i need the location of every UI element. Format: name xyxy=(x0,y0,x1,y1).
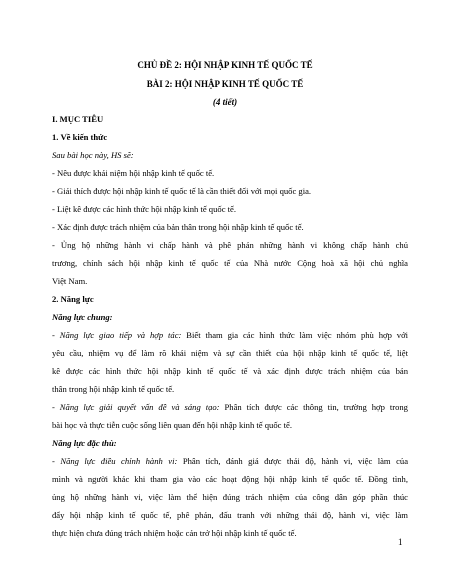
lesson-duration: (4 tiết) xyxy=(212,97,238,107)
specific-item-1-line-1: - Năng lực điều chỉnh hành vi: Phân tích, đánh giá được thái độ, hành vi, việc làm của xyxy=(52,456,409,466)
knowledge-item-4: - Xác định được trách nhiệm của bản thân trong hội nhập kinh tế quốc tế. xyxy=(52,222,304,232)
specific-item-1-line-3: ủng hộ những hành vi, việc làm thể hiện đúng trách nhiệm của công dân góp phần thúc xyxy=(52,492,408,502)
general-item-2-line-1: - Năng lực giải quyết vấn đề và sáng tạo: Phân tích được các thông tin, trường hợp trong xyxy=(52,402,408,412)
knowledge-item-5-line-3: Việt Nam. xyxy=(52,276,88,286)
general-item-2-label: - Năng lực giải quyết vấn đề và sáng tạo: xyxy=(52,402,220,412)
general-item-1-label: - Năng lực giao tiếp và hợp tác: xyxy=(52,330,182,340)
general-item-1-line-4: thân trong hội nhập kinh tế quốc tế. xyxy=(52,384,175,394)
section-objectives-heading: I. MỤC TIÊU xyxy=(52,114,104,124)
general-item-1-line-3: kê được các hình thức hội nhập kinh tế quốc tế và xác định được trách nhiệm của bản xyxy=(52,366,408,376)
topic-title: CHỦ ĐỀ 2: HỘI NHẬP KINH TẾ QUỐC TẾ xyxy=(137,60,313,70)
knowledge-item-3: - Liệt kê được các hình thức hội nhập kinh tế quốc tế. xyxy=(52,204,237,214)
knowledge-item-5-line-1: - Ủng hộ những hành vi chấp hành và phê phán những hành vi không chấp hành chủ xyxy=(52,240,408,250)
knowledge-item-1: - Nêu được khái niệm hội nhập kinh tế quốc tế. xyxy=(52,168,215,178)
page-number: 1 xyxy=(398,537,403,547)
general-item-1-line-1: - Năng lực giao tiếp và hợp tác: Biết tham gia các hình thức làm việc nhóm phù hợp với xyxy=(52,330,408,340)
specific-item-1-line-2: mình và người khác khi tham gia vào các hoạt động hội nhập kinh tế quốc tế. Đồng tình, xyxy=(52,474,408,484)
lesson-title: BÀI 2: HỘI NHẬP KINH TẾ QUỐC TẾ xyxy=(146,79,304,89)
knowledge-heading: 1. Về kiến thức xyxy=(52,132,108,142)
specific-item-1-line-5: thực hiện chưa đúng trách nhiệm hoặc cản trở hội nhập kinh tế quốc tế. xyxy=(52,528,297,538)
knowledge-intro: Sau bài học này, HS sẽ: xyxy=(52,150,134,160)
knowledge-item-2: - Giải thích được hội nhập kinh tế quốc tế là cần thiết đối với mọi quốc gia. xyxy=(52,186,312,196)
specific-item-1-line-4: đẩy hội nhập kinh tế quốc tế, phê phán, đấu tranh với những thái độ, hành vi, việc làm xyxy=(52,510,408,520)
general-item-2-line-2: bài học và thực tiễn cuộc sống liên quan đến hội nhập kinh tế quốc tế. xyxy=(52,420,292,430)
general-competency-heading: Năng lực chung: xyxy=(52,312,113,322)
specific-item-1-label: - Năng lực điều chỉnh hành vi: xyxy=(52,456,178,466)
specific-competency-heading: Năng lực đặc thù: xyxy=(52,438,117,448)
general-item-1-line-2: yêu cầu, nhiệm vụ để làm rõ khái niệm và sự cần thiết của hội nhập kinh tế quốc tế, liệt xyxy=(52,348,408,358)
knowledge-item-5-line-2: trương, chính sách hội nhập kinh tế quốc tế của Nhà nước Cộng hoà xã hội chủ nghĩa xyxy=(52,258,408,268)
competency-heading: 2. Năng lực xyxy=(52,294,94,304)
